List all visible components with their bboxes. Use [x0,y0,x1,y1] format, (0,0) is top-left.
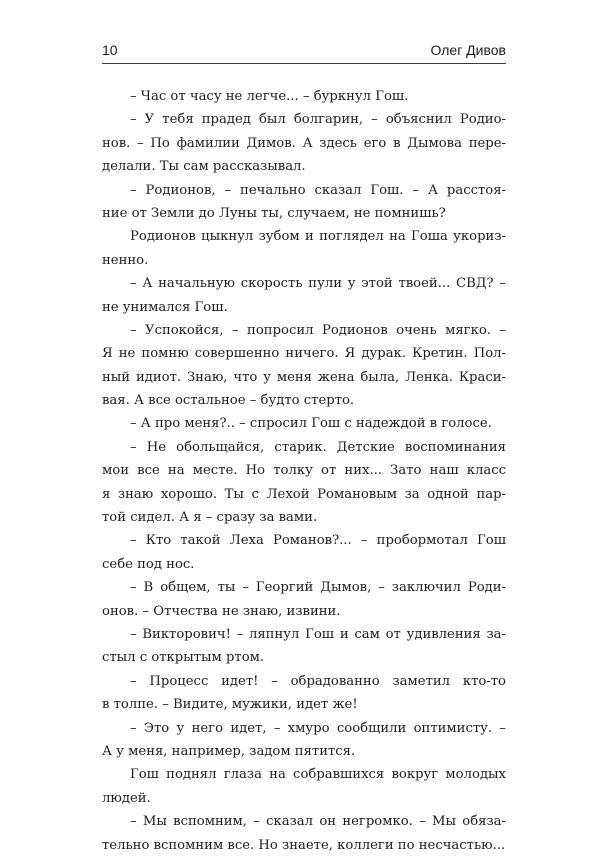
text-line: Гош поднял глаза на собравшихся вокруг молодых [130,767,506,783]
text-line: – Мы вспомним, – сказал он негромко. – Мы обяза- [130,814,506,830]
text-line: делали. Ты сам рассказывал. [102,159,306,175]
running-title: Олег Дивов [430,42,506,58]
text-line: – Родионов, – печально сказал Гош. – А расстоя- [130,182,506,198]
text-line: людей. [102,790,151,806]
text-line: себе под нос. [102,556,195,572]
header-rule [102,63,506,64]
text-line: ние от Земли до Луны ты, случаем, не помнишь? [102,205,446,221]
text-line: Родионов цыкнул зубом и поглядел на Гоша укориз- [130,229,506,245]
text-line: в толпе. – Видите, мужики, идет же! [102,697,358,713]
text-line: мои все на месте. Но толку от них... Зато наш класс [102,463,506,479]
text-line: – Успокойся, – попросил Родионов очень мягко. – [130,322,506,338]
text-line: – Викторович! – ляпнул Гош и сам от удивления за- [130,626,506,642]
text-line: – Процесс идет! – обрадованно заметил кто-то [130,673,506,689]
text-line: – Это у него идет, – хмуро сообщили оптимисту. – [130,720,506,736]
text-line: стыл с открытым ртом. [102,650,265,666]
text-line: ный идиот. Знаю, что у меня жена была, Ленка. Краси- [102,369,506,385]
text-line: тельно вспомним все. Но знаете, коллеги по несчастью... [102,837,506,853]
text-line: Я не помню совершенно ничего. Я дурак. Кретин. Пол- [102,346,506,362]
text-line: – А про меня?.. – спросил Гош с надеждой в голосе. [130,416,492,432]
text-line: – В общем, ты – Георгий Дымов, – заключил Роди- [130,580,506,596]
text-body [102,85,506,857]
page-header [102,40,506,60]
text-line: А у меня, например, задом пятится. [102,743,356,759]
text-line: не унимался Гош. [102,299,228,315]
text-line: вая. А все остальное – будто стерто. [102,393,355,409]
text-line: нов. – По фамилии Димов. А здесь его в Дымова пере- [102,135,506,151]
text-line: – Кто такой Леха Романов?... – пробормотал Гош [130,533,506,549]
text-line: – Час от часу не легче... – буркнул Гош. [130,89,409,104]
text-line: ненно. [102,252,149,268]
text-line: я знаю хорошо. Ты с Лехой Романовым за одной пар- [102,486,506,502]
text-line: – У тебя прадед был болгарин, – объяснил Родио- [130,112,506,128]
text-line: онов. – Отчества не знаю, извини. [102,603,341,619]
text-line: – Не обольщайся, старик. Детские воспоминания [130,439,506,455]
page-number: 10 [102,42,118,58]
text-line: – А начальную скорость пули у этой твоей... СВД? – [130,276,506,292]
text-line: той сидел. А я – сразу за вами. [102,510,318,526]
